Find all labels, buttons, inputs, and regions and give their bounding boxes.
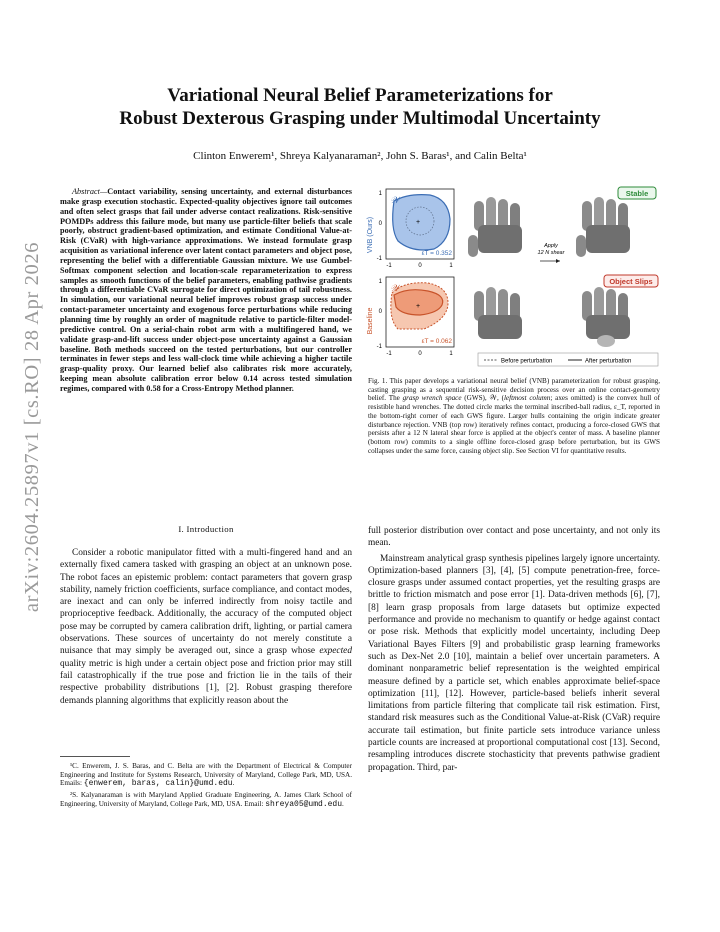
svg-text:0: 0: [378, 309, 382, 315]
robot-hand-vnb-before: [468, 197, 522, 257]
svg-text:0: 0: [378, 221, 382, 227]
badge-object-slips: Object Slips: [609, 277, 653, 286]
footnote-1-email: {enwerem, baras, calin}@umd.edu: [83, 779, 233, 789]
svg-text:1: 1: [449, 263, 453, 269]
abstract-text: Contact variability, sensing uncertainty, and external disturbances make grasp execution stochastic. Expected-quality objectives ignore tail outcomes and often select grasps that fail under adverse contact realizations. Risk-sensitive POMDPs address this failure mode, but many use particle-filter beliefs that scale poorly, obstruct gradient-based optimization, and estimate Conditional Value-at-Risk (CVaR) with high-variance approximations. We instead formulate grasp acquisition as variational inference over latent contact parameters and object pose, representing the belief with a differentiable Gaussian mixture. We use Gumbel-Softmax component selection and location-scale reparameterization to express samples as smooth functions of the belief parameters, enabling pathwise gradients through a differentiable CVaR surrogate for direct optimization of tail robustness. In simulation, our variational neural belief improves robust grasp success under contact-parameter uncertainty and exogenous force perturbations while reducing planning time by roughly an order of magnitude relative to particle-filter model-predictive control. On a serial-chain robot arm with a multifingered hand, we validate grasp-and-lift success under object-pose uncertainty against a Gaussian baseline. Both methods succeed on the tested perturbations, but our controller terminates in fewer steps and less wall-clock time while achieving a higher tactile grasp-quality proxy. Our learned belief also calibrates risk more accurately, keeping mean absolute calibration error below 0.14 across tested simulation regimes, compared with 0.58 for a Cross-Entropy Method planner.: [60, 187, 352, 393]
svg-text:0: 0: [418, 351, 422, 357]
gws-plot-vnb: [377, 189, 454, 269]
section-heading-introduction: I. Introduction: [178, 524, 234, 534]
svg-text:-1: -1: [376, 344, 382, 350]
apply-label-1: Apply: [544, 243, 558, 249]
author-list: Clinton Enwerem¹, Shreya Kalyanaraman², John S. Baras¹, and Calin Belta¹: [193, 150, 527, 162]
intro-text-a: Consider a robotic manipulator fitted with a multi-fingered hand and an externally fixed camera tasked with grasping an object at an unknown pose. The robot faces an epistemic problem: contact parameters that govern grasp stability, namely friction coefficients, surface compliance, and contact modes, are inexact and can only be inferred indirectly from noisy tactile and proprioceptive feedback. Additionally, the accuracy of the computed object pose may be corrupted by camera calibration drift, lighting, or partial camera observations. These sources of uncertainty do not merely constitute a nuisance that may simply be averaged out, since a grasp whose: [60, 548, 352, 657]
gws-symbol: 𝒲: [390, 195, 400, 205]
figure-caption: Fig. 1. This paper develops a variational neural belief (VNB) parameterization for robust grasping, casting grasping as a sequential risk-sensitive decision process over an online contact-geometry belief. The grasp wrench space (GWS), 𝒲, (leftmost column; axes omitted) is the convex hull of resistible hand wrenches. The dotted circle marks the terminal inscribed-ball radius, ε_T, reported in the bottom-right corner of each GWS figure. Larger hulls containing the origin indicate greater disturbance rejection. VNB (top row) iteratively refines contact, producing a force-closed GWS that persists after a 12 N lateral shear force is applied at the object's center of mass. A baseline planner (bottom row) commits to a single offline force-closed grasp before perturbation, but its GWS collapses under the same force, causing object slip. See Section VI for quantitative results.: [368, 377, 660, 455]
intro-right-paragraph-1: full posterior distribution over contact and pose uncertainty, and not only its mean.: [368, 526, 660, 549]
abstract: [60, 187, 352, 394]
footnote-2: ²S. Kalyanaraman is with Maryland Applied Graduate Engineering, A. James Clark School of Engineering, University of Maryland, College Park, MD, USA. Email: shreya05@umd.edu.: [60, 791, 352, 809]
slipped-object: [597, 335, 615, 347]
svg-text:-1: -1: [386, 351, 392, 357]
epsilon-vnb: εT = 0.352: [421, 250, 452, 257]
footnote-2-email: shreya05@umd.edu: [265, 799, 343, 809]
badge-stable: Stable: [625, 189, 649, 198]
robot-hand-baseline-after: [582, 287, 630, 347]
title-line-2: Robust Dexterous Grasping under Multimodal Uncertainty: [119, 108, 601, 129]
epsilon-baseline: εT = 0.062: [421, 338, 452, 345]
svg-text:+: +: [416, 303, 421, 310]
footnote-1: ¹C. Enwerem, J. S. Baras, and C. Belta are with the Department of Electrical & Computer Engineering and Institute for Systems Research, University of Maryland, College Park, MD, USA. Emails: {enwerem, baras, calin}@umd.edu.: [60, 762, 352, 789]
apply-label-2: 12 N shear: [537, 250, 565, 256]
intro-right-paragraph-2: Mainstream analytical grasp synthesis pipelines largely ignore uncertainty. Optimization-based planners [3], [4], [5] compute penetration-free, force-closure grasps under assumed contact properties, yet the resulting grasps are brittle to friction mismatch and pose error [1]. Data-driven methods [6], [7], [8] learn grasp proposals from large datasets but optimize expected performance and provide no mechanism to quantify or hedge against contact or pose risk. Methods that explicitly model uncertainty, including Deep Variational Bayes Filters [9] and probabilistic grasp learning frameworks such as Dex-Net 2.0 [10], maintain a belief over uncertain parameters. A dominant nonparametric belief representation is the weighted empirical measure defined by a particle set, which enables approximate belief-space optimization [11], [12]. However, particle-based beliefs inherit several limitations from particle filtering that complicate tail risk estimation. First, standard risk measures such as the Conditional Value-at-Risk (CVaR) require accurate tail estimation, but finite particle sets introduce variance unless particle counts are increased at proportional computational cost [13]. Second, resampling introduces discrete stochasticity that prevents pathwise gradient propagation. Third, par-: [368, 553, 660, 773]
abstract-block: [60, 187, 352, 394]
abstract-label: Abstract—: [72, 187, 108, 196]
legend-before: Before perturbation: [501, 358, 553, 365]
svg-text:+: +: [416, 219, 421, 226]
intro-emphasis: expected: [319, 646, 352, 657]
row-label-vnb: VNB (Ours): [367, 216, 374, 254]
paper-title: [80, 84, 640, 130]
footnote-rule: [60, 756, 130, 757]
intro-right-column: [368, 525, 660, 774]
footnotes: [60, 762, 352, 812]
intro-paragraph-1: [60, 547, 352, 707]
arxiv-identifier: arXiv:2604.25897v1 [cs.RO] 28 Apr 2026: [21, 241, 43, 613]
svg-text:-1: -1: [386, 263, 392, 269]
gws-plot-baseline: [377, 277, 454, 357]
intro-text-b: quality metric is high under a certain object pose and friction prior may still fail catastrophically if the true pose and friction lie in the tails of their respective probability distributions [1], [2]. Robust grasping therefore demands planning algorithms that explicitly reason about the: [60, 658, 352, 706]
svg-text:-1: -1: [376, 256, 382, 262]
svg-text:1: 1: [378, 191, 382, 197]
svg-text:1: 1: [449, 351, 453, 357]
title-line-1: Variational Neural Belief Parameterizations for: [167, 85, 553, 106]
svg-text:𝒲: 𝒲: [390, 283, 400, 293]
legend-after: After perturbation: [585, 358, 632, 365]
robot-hand-vnb-after: [576, 197, 630, 257]
figure-1: [368, 183, 660, 369]
robot-hand-baseline-before: [474, 287, 522, 339]
svg-text:0: 0: [418, 263, 422, 269]
svg-text:1: 1: [378, 279, 382, 285]
row-label-baseline: Baseline: [367, 307, 374, 335]
